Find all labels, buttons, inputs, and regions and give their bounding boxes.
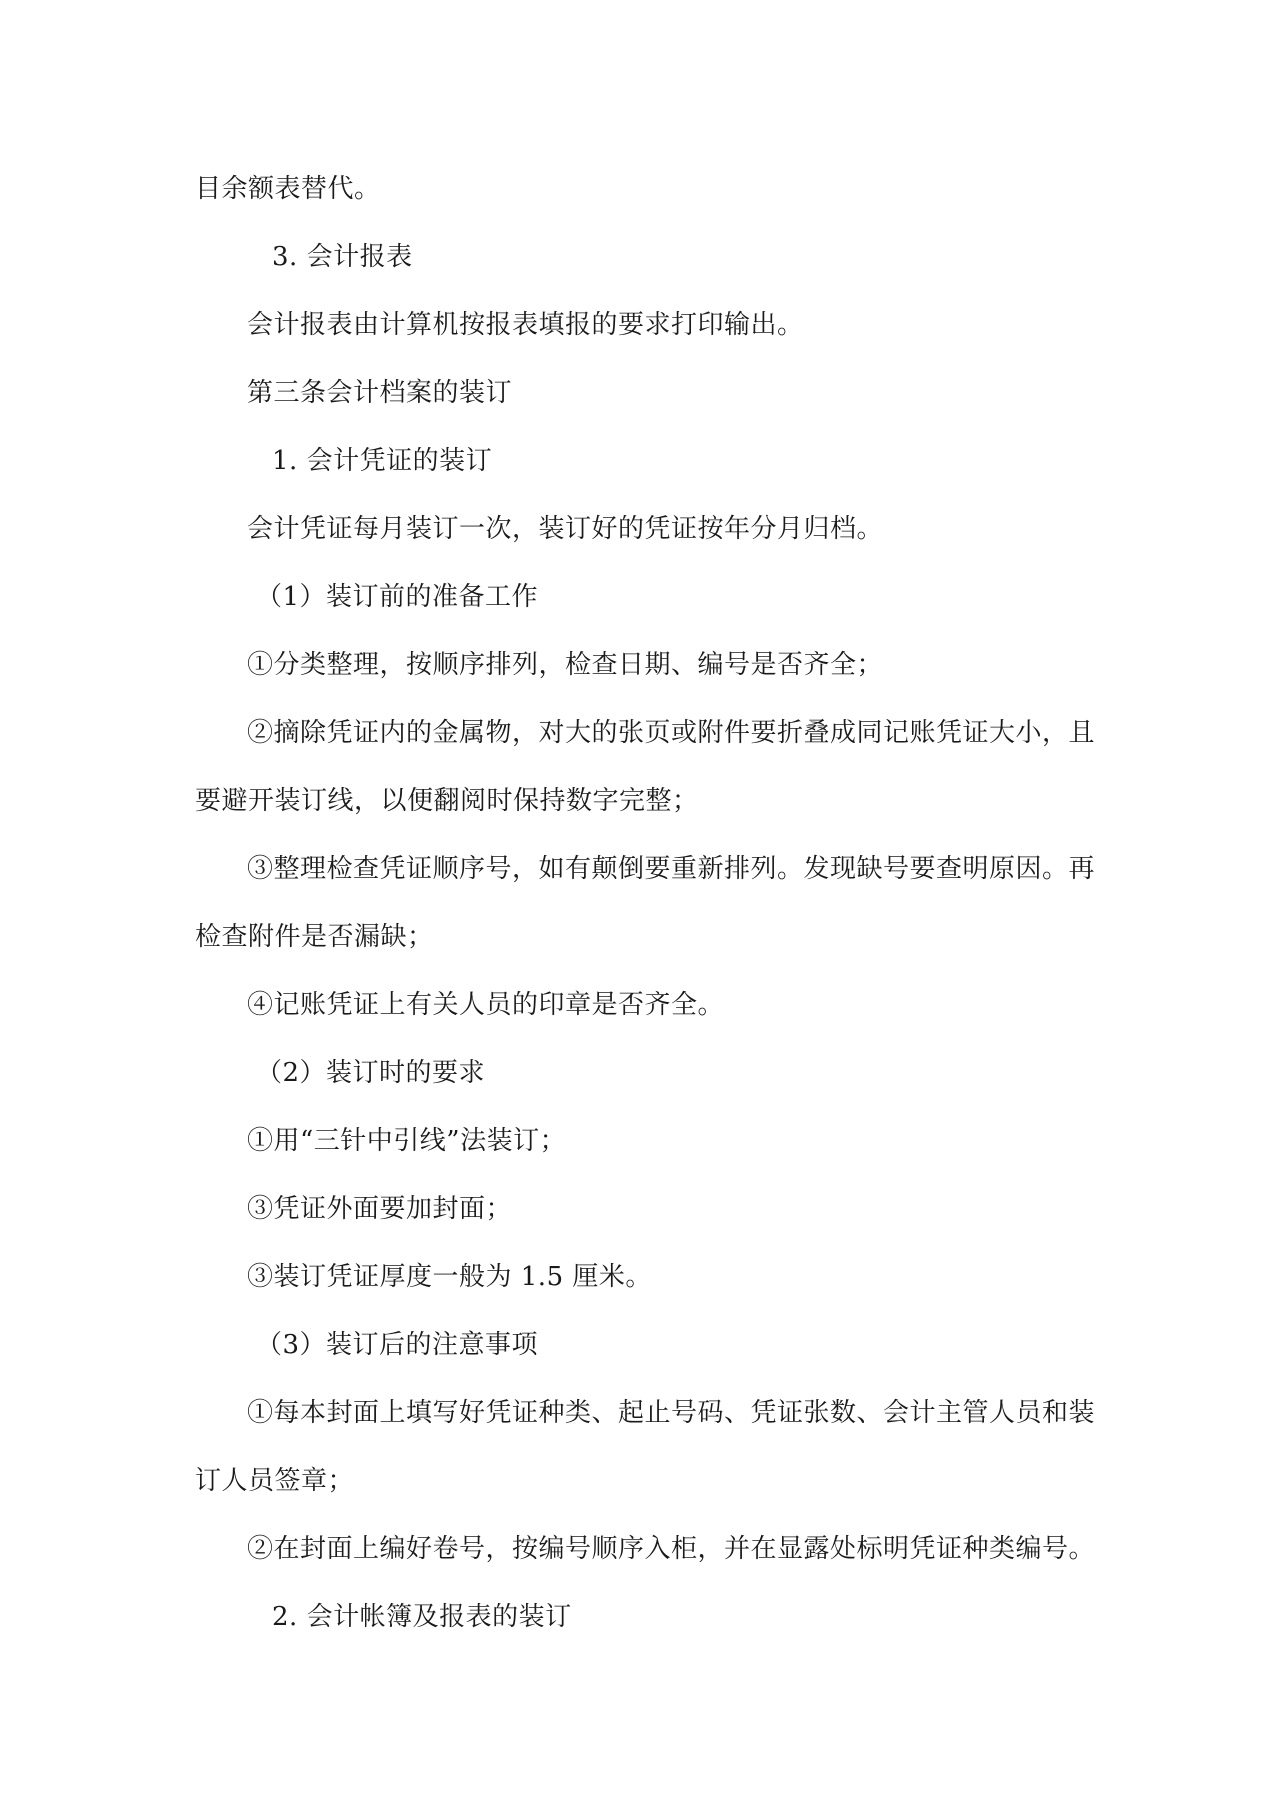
section-heading: 2. 会计帐簿及报表的装订	[272, 1602, 572, 1632]
list-item: ①每本封面上填写好凭证种类、起止号码、凭证张数、会计主管人员和装	[247, 1398, 1096, 1428]
section-heading: 3. 会计报表	[272, 242, 413, 272]
article-heading: 第三条会计档案的装订	[247, 378, 513, 408]
list-item: ③装订凭证厚度一般为 1.5 厘米。	[247, 1262, 652, 1292]
list-item: ①分类整理，按顺序排列，检查日期、编号是否齐全；	[247, 650, 884, 680]
subsection-heading: （3）装订后的注意事项	[256, 1330, 539, 1360]
list-item-continuation: 订人员签章；	[195, 1466, 355, 1496]
text-line: 会计凭证每月装订一次，装订好的凭证按年分月归档。	[247, 514, 884, 544]
text-line: 会计报表由计算机按报表填报的要求打印输出。	[247, 310, 804, 340]
subsection-heading: （2）装订时的要求	[256, 1058, 486, 1088]
subsection-heading: （1）装订前的准备工作	[256, 582, 539, 612]
list-item: ②在封面上编好卷号，按编号顺序入柜，并在显露处标明凭证种类编号。	[247, 1534, 1096, 1564]
section-heading: 1. 会计凭证的装订	[272, 446, 493, 476]
list-item: ④记账凭证上有关人员的印章是否齐全。	[247, 990, 725, 1020]
list-item: ②摘除凭证内的金属物，对大的张页或附件要折叠成同记账凭证大小，且	[247, 718, 1096, 748]
list-item: ①用“三针中引线”法装订；	[247, 1126, 567, 1156]
list-item-continuation: 要避开装订线，以便翻阅时保持数字完整；	[195, 786, 699, 816]
text-line: 目余额表替代。	[195, 174, 381, 204]
list-item-continuation: 检查附件是否漏缺；	[195, 922, 434, 952]
list-item: ③整理检查凭证顺序号，如有颠倒要重新排列。发现缺号要查明原因。再	[247, 854, 1096, 884]
list-item: ③凭证外面要加封面；	[247, 1194, 513, 1224]
